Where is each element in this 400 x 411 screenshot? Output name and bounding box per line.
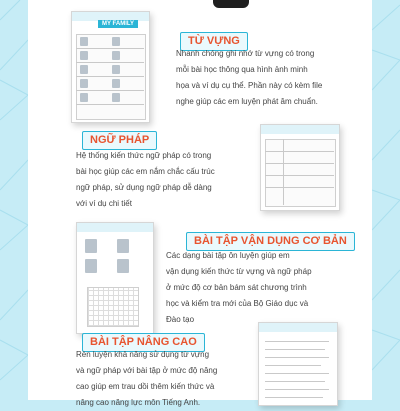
table-line (265, 163, 334, 164)
illustration-icon (85, 239, 97, 253)
section-title-vocabulary: TỪ VỰNG (180, 32, 248, 51)
thumbnail-header-band (77, 223, 153, 232)
illustration-icon (80, 37, 88, 46)
thumbnail-header-band (259, 323, 337, 332)
section-title-grammar: NGỮ PHÁP (82, 131, 157, 150)
illustration-icon (85, 259, 97, 273)
text-line (265, 397, 323, 398)
illustration-icon (112, 37, 120, 46)
thumbnail-header-band (261, 125, 339, 134)
section-title-basic-exercises: BÀI TẬP VẬN DỤNG CƠ BẢN (186, 232, 355, 251)
illustration-icon (112, 65, 120, 74)
illustration-icon (112, 93, 120, 102)
thumbnail-title: MY FAMILY (98, 20, 138, 28)
text-line (265, 389, 329, 390)
illustration-icon (112, 79, 120, 88)
illustration-icon (80, 79, 88, 88)
table-line (265, 151, 334, 152)
illustration-icon (80, 51, 88, 60)
illustration-icon (112, 51, 120, 60)
table-cell (265, 139, 336, 207)
table-line (265, 187, 334, 188)
word-search-grid (87, 287, 139, 327)
text-line (265, 357, 329, 358)
table-line (76, 48, 144, 49)
basic-exercises-description: Các dạng bài tập ôn luyện giúp em vận dụng kiến thức từ vựng và ngữ pháp ở mức độ cơ bản bám sát chương trình học và kiểm tra mới của Bộ Giáo dục và Đào tạo (166, 251, 312, 324)
table-line (76, 76, 144, 77)
section-title-advanced-exercises: BÀI TẬP NÂNG CAO (82, 333, 205, 352)
basic-exercises-page-thumbnail (76, 222, 154, 334)
illustration-icon (80, 93, 88, 102)
table-line (76, 90, 144, 91)
advanced-exercises-description: Rèn luyện khả năng sử dụng từ vựng và ngữ pháp với bài tập ở mức độ nâng cao giúp em trau dồi thêm kiến thức và nâng cao năng lực môn Tiếng Anh. (76, 350, 218, 407)
table-column-line (283, 139, 284, 205)
grammar-page-thumbnail (260, 124, 340, 211)
vocabulary-description: Nhanh chóng ghi nhớ từ vựng có trong mỗi bài học thông qua hình ảnh minh họa và ví dụ cụ thể. Phần này có kèm file nghe giúp các em luyện phát âm chuẩn. (176, 49, 323, 106)
vocabulary-page-thumbnail (71, 11, 150, 123)
text-line (265, 381, 325, 382)
illustration-icon (117, 259, 129, 273)
table-line (265, 175, 334, 176)
table-line (76, 104, 144, 105)
grammar-description: Hệ thống kiến thức ngữ pháp có trong bài học giúp các em nắm chắc cấu trúc ngữ pháp, sử dụng ngữ pháp dễ dàng với ví dụ chi tiết (76, 151, 215, 208)
text-line (265, 373, 329, 374)
text-line (265, 341, 329, 342)
table-cell (76, 34, 146, 120)
text-line (265, 349, 325, 350)
text-line (265, 365, 321, 366)
table-line (76, 62, 144, 63)
illustration-icon (117, 239, 129, 253)
illustration-icon (80, 65, 88, 74)
top-decoration-icon (213, 0, 249, 8)
advanced-exercises-page-thumbnail (258, 322, 338, 406)
content-card (28, 0, 372, 407)
